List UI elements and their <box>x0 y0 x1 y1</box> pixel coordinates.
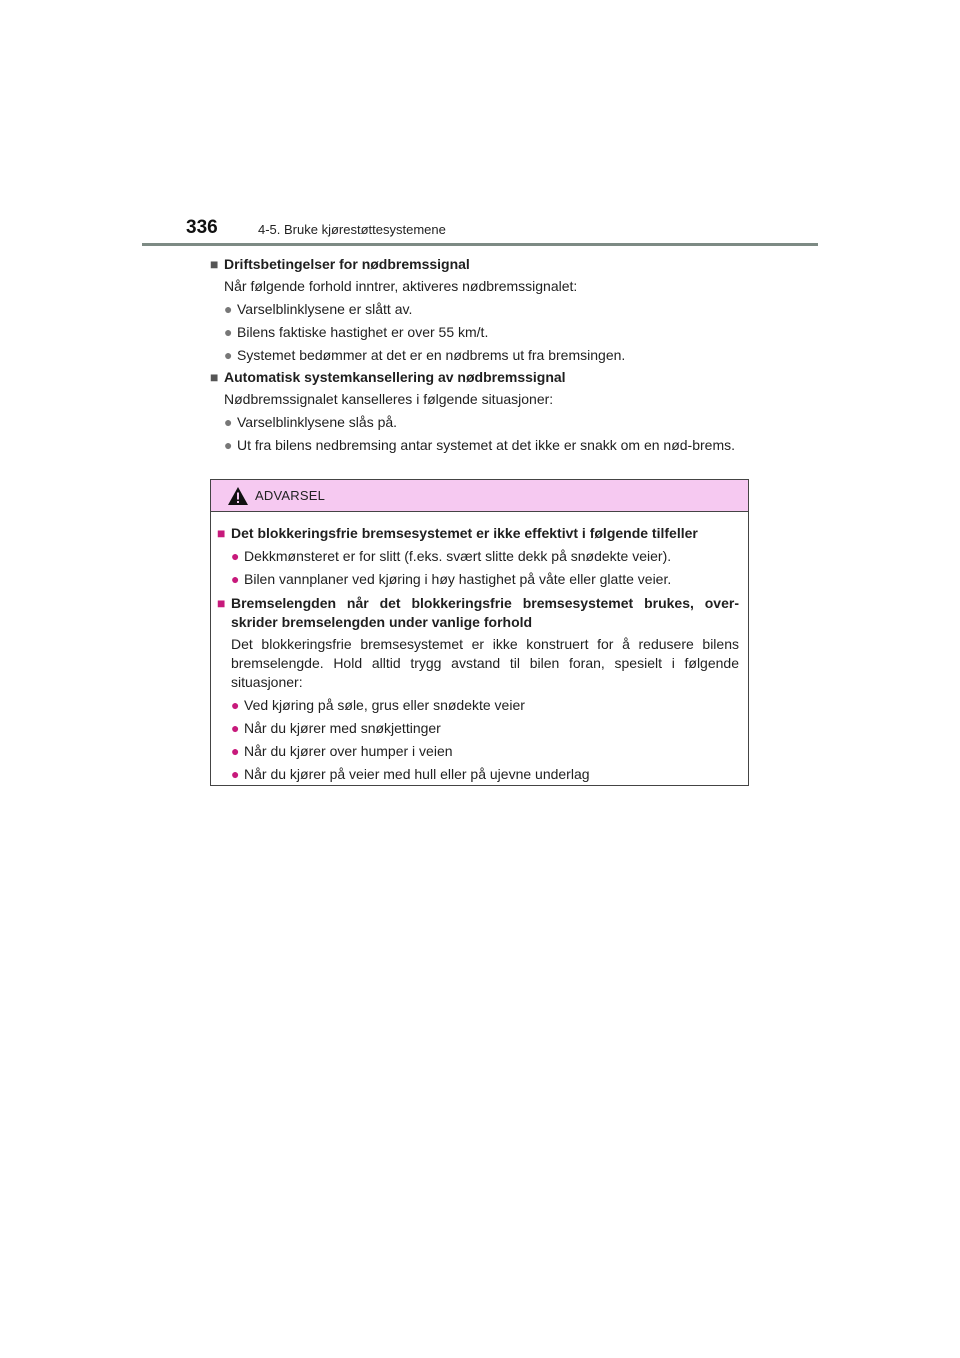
round-bullet-icon: ● <box>224 324 233 340</box>
list-item: ● Bilens faktiske hastighet er over 55 km/t. <box>224 324 489 340</box>
list-item: ● Når du kjører over humper i veien <box>231 743 453 759</box>
square-bullet-icon: ■ <box>217 525 226 541</box>
round-bullet-icon: ● <box>224 347 233 363</box>
warning-section-heading <box>217 594 739 632</box>
warning-box <box>210 479 749 786</box>
list-item: ● Når du kjører på veier med hull eller på ujevne underlag <box>231 766 590 782</box>
square-bullet-icon: ■ <box>210 256 219 272</box>
list-item: ● Når du kjører med snøkjettinger <box>231 720 441 736</box>
warning-section-heading <box>217 524 739 543</box>
warning-heading-text: Bremselengden når det blokkeringsfrie bremsesystemet brukes, over-skrider bremselengden under vanlige forhold <box>231 595 739 630</box>
header-rule <box>142 243 818 246</box>
list-item: ● Bilen vannplaner ved kjøring i høy hastighet på våte eller glatte veier. <box>231 571 672 587</box>
square-bullet-icon: ■ <box>210 369 219 385</box>
warning-body <box>211 512 748 784</box>
round-bullet-icon: ● <box>231 720 240 736</box>
page-number: 336 <box>186 217 218 238</box>
warning-heading-text: Det blokkeringsfrie bremsesystemet er ikke effektivt i følgende tilfeller <box>231 525 698 541</box>
main-content <box>210 254 755 455</box>
section-text: Når følgende forhold inntrer, aktiveres nødbremssignalet: <box>224 278 578 294</box>
round-bullet-icon: ● <box>224 301 233 317</box>
list-item: ● Varselblinklysene slås på. <box>224 414 398 430</box>
round-bullet-icon: ● <box>231 548 240 564</box>
warning-triangle-icon <box>227 486 249 506</box>
round-bullet-icon: ● <box>231 571 240 587</box>
warning-header <box>211 480 748 512</box>
section-heading <box>210 254 755 274</box>
list-item: ● Varselblinklysene er slått av. <box>224 301 413 317</box>
round-bullet-icon: ● <box>231 743 240 759</box>
section-heading-text: Automatisk systemkansellering av nødbremssignal <box>224 369 566 385</box>
list-item: ● Dekkmønsteret er for slitt (f.eks. svært slitte dekk på snødekte veier). <box>231 548 672 564</box>
section-title: 4-5. Bruke kjørestøttesystemene <box>258 222 446 237</box>
section-text: Nødbremssignalet kanselleres i følgende situasjoner: <box>224 391 554 407</box>
round-bullet-icon: ● <box>224 437 233 453</box>
round-bullet-icon: ● <box>224 414 233 430</box>
square-bullet-icon: ■ <box>217 595 226 611</box>
section-heading <box>210 367 755 387</box>
list-item: ● Ut fra bilens nedbremsing antar systemet at det ikke er snakk om en nød-brems. <box>224 437 735 453</box>
round-bullet-icon: ● <box>231 697 240 713</box>
warning-text: Det blokkeringsfrie bremsesystemet er ikke konstruert for å redusere bilens bremselengde. Hold alltid trygg avstand til bilen foran, spesielt i følgende situasjoner: <box>231 636 739 690</box>
warning-label: ADVARSEL <box>255 488 325 503</box>
list-item: ● Ved kjøring på søle, grus eller snødekte veier <box>231 697 525 713</box>
round-bullet-icon: ● <box>231 766 240 782</box>
list-item: ● Systemet bedømmer at det er en nødbrems ut fra bremsingen. <box>224 347 626 363</box>
section-heading-text: Driftsbetingelser for nødbremssignal <box>224 256 470 272</box>
